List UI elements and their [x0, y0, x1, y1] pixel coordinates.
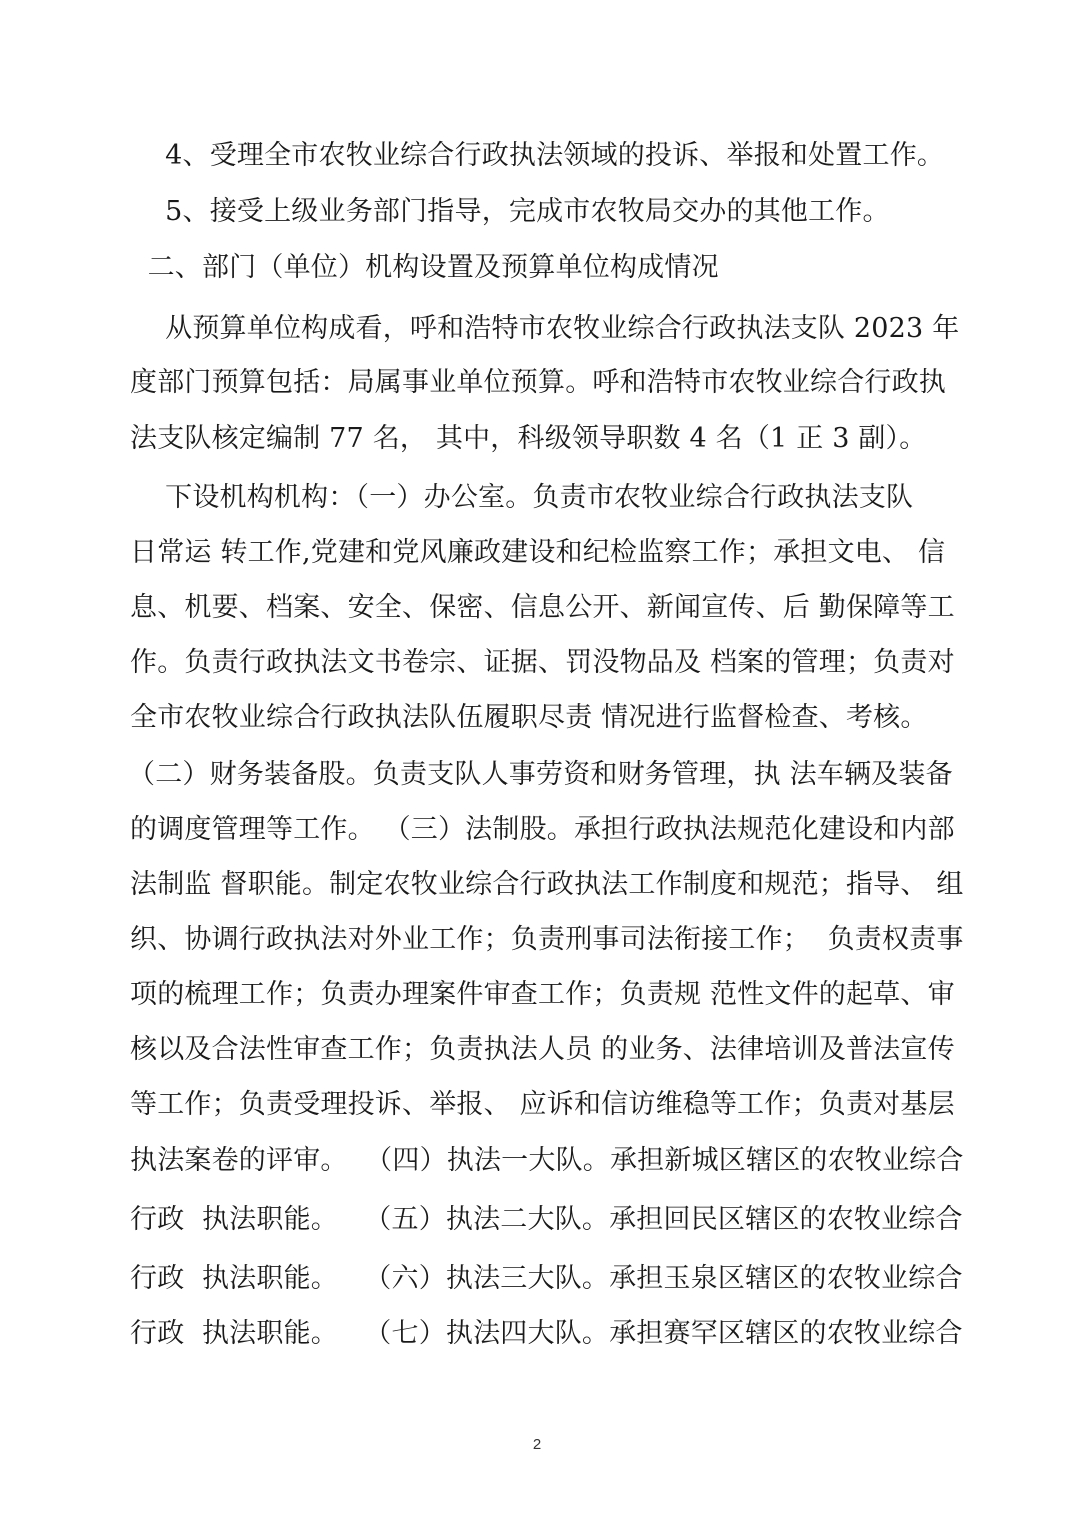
- page-number: 2: [532, 1436, 542, 1453]
- text-line: 日常运 转工作,党建和党风廉政建设和纪检监察工作；承担文电、 信: [130, 537, 946, 568]
- text-line: 行政 执法职能。 （五）执法二大队。承担回民区辖区的农牧业综合: [130, 1204, 963, 1235]
- text-line: 行政 执法职能。 （六）执法三大队。承担玉泉区辖区的农牧业综合: [130, 1263, 963, 1294]
- section-heading: 二、部门（单位）机构设置及预算单位构成情况: [130, 252, 719, 283]
- text-line: 4、受理全市农牧业综合行政执法领域的投诉、举报和处置工作。: [130, 140, 945, 171]
- text-line: 核以及合法性审查工作；负责执法人员 的业务、法律培训及普法宣传: [130, 1034, 955, 1065]
- text-line: 的调度管理等工作。 （三）法制股。承担行政执法规范化建设和内部: [130, 814, 955, 845]
- text-line: 执法案卷的评审。 （四）执法一大队。承担新城区辖区的农牧业综合: [130, 1145, 964, 1176]
- text-line: 织、协调行政执法对外业工作；负责刑事司法衔接工作； 负责权责事: [130, 924, 964, 955]
- text-line: 度部门预算包括：局属事业单位预算。呼和浩特市农牧业综合行政执: [130, 367, 946, 398]
- text-line: 行政 执法职能。 （七）执法四大队。承担赛罕区辖区的农牧业综合: [130, 1318, 963, 1349]
- text-line: 法支队核定编制 77 名， 其中，科级领导职数 4 名（1 正 3 副）。: [130, 423, 927, 454]
- text-line: 等工作；负责受理投诉、举报、 应诉和信访维稳等工作；负责对基层: [130, 1089, 955, 1120]
- text-line: 从预算单位构成看，呼和浩特市农牧业综合行政执法支队 2023 年: [130, 313, 960, 344]
- text-line: （二）财务装备股。负责支队人事劳资和财务管理，执 法车辆及装备: [128, 759, 953, 790]
- text-line: 下设机构机构：（一）办公室。负责市农牧业综合行政执法支队: [130, 482, 914, 513]
- text-line: 全市农牧业综合行政执法队伍履职尽责 情况进行监督检查、考核。: [130, 702, 928, 733]
- text-line: 息、机要、档案、安全、保密、信息公开、新闻宣传、后 勤保障等工: [130, 592, 955, 623]
- text-line: 作。负责行政执法文书卷宗、证据、罚没物品及 档案的管理；负责对: [130, 647, 955, 678]
- text-line: 项的梳理工作；负责办理案件审查工作；负责规 范性文件的起草、审: [130, 979, 955, 1010]
- text-line: 法制监 督职能。制定农牧业综合行政执法工作制度和规范；指导、 组: [130, 869, 964, 900]
- text-line: 5、接受上级业务部门指导，完成市农牧局交办的其他工作。: [130, 196, 890, 227]
